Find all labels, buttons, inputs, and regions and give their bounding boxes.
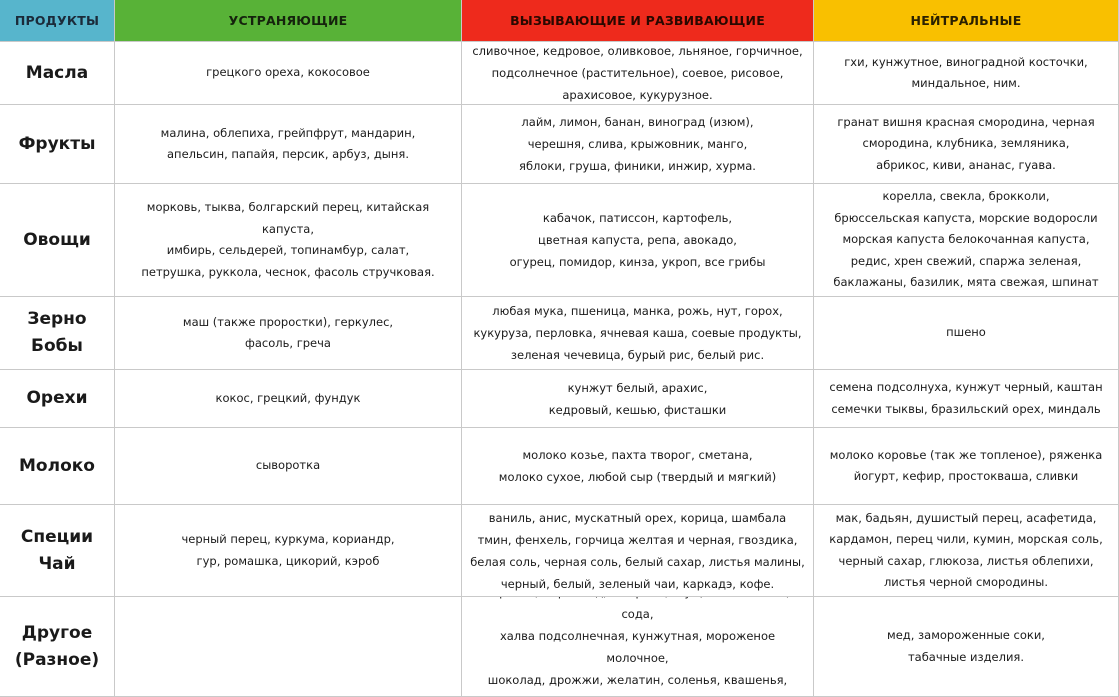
grains-eliminating: маш (также проростки), геркулес, фасоль, греча bbox=[115, 297, 462, 370]
row-label-milk: Молоко bbox=[0, 428, 115, 505]
other-neutral: мед, замороженные соки, табачные изделия. bbox=[814, 597, 1119, 697]
milk-causing: молоко козье, пахта творог, сметана, молоко сухое, любой сыр (твердый и мягкий) bbox=[462, 428, 814, 505]
row-label-spices-tea: Специи Чай bbox=[0, 505, 115, 597]
nuts-causing: кунжут белый, арахис, кедровый, кешью, фисташки bbox=[462, 370, 814, 428]
oils-neutral: гхи, кунжутное, виноградной косточки, миндальное, ним. bbox=[814, 42, 1119, 105]
row-label-other: Другое (Разное) bbox=[0, 597, 115, 697]
spices-eliminating: черный перец, куркума, кориандр, гур, ромашка, цикорий, кэроб bbox=[115, 505, 462, 597]
milk-neutral: молоко коровье (так же топленое), ряженка йогурт, кефир, простокваша, сливки bbox=[814, 428, 1119, 505]
header-eliminating: УСТРАНЯЮЩИЕ bbox=[115, 0, 462, 42]
header-neutral: НЕЙТРАЛЬНЫЕ bbox=[814, 0, 1119, 42]
vegetables-eliminating: морковь, тыква, болгарский перец, китайская капуста, имбирь, сельдерей, топинамбур, салат, петрушка, руккола, чеснок, фасоль стручковая. bbox=[115, 184, 462, 297]
oils-causing: сливочное, кедровое, оливковое, льняное, горчичное, подсолнечное (растительное), соевое, рисовое, арахисовое, кукурузное. bbox=[462, 42, 814, 105]
row-label-oils: Масла bbox=[0, 42, 115, 105]
row-label-nuts: Орехи bbox=[0, 370, 115, 428]
grains-neutral: пшено bbox=[814, 297, 1119, 370]
grains-causing: любая мука, пшеница, манка, рожь, нут, горох, кукуруза, перловка, ячневая каша, соевые продукты, зеленая чечевица, бурый рис, белый рис. bbox=[462, 297, 814, 370]
header-products: ПРОДУКТЫ bbox=[0, 0, 115, 42]
row-label-grains-beans: Зерно Бобы bbox=[0, 297, 115, 370]
row-label-vegetables: Овощи bbox=[0, 184, 115, 297]
spices-causing: ваниль, анис, мускатный орех, корица, шамбала тмин, фенхель, горчица желтая и черная, гвоздика, белая соль, черная соль, белый сахар, листья малины, черный, белый, зеленый чаи, каркадэ, кофе. bbox=[462, 505, 814, 597]
vegetables-neutral: корелла, свекла, брокколи, брюссельская капуста, морские водоросли морская капуста белокочанная капуста, редис, хрен свежий, спаржа зеленая, баклажаны, базилик, мята свежая, шпинат bbox=[814, 184, 1119, 297]
nuts-neutral: семена подсолнуха, кунжут черный, каштан семечки тыквы, бразильский орех, миндаль bbox=[814, 370, 1119, 428]
spices-neutral: мак, бадьян, душистый перец, асафетида, кардамон, перец чили, кумин, морская соль, черный сахар, глюкоза, листья облепихи, листья черной смородины. bbox=[814, 505, 1119, 597]
fruits-neutral: гранат вишня красная смородина, черная смородина, клубника, земляника, абрикос, киви, ананас, гуава. bbox=[814, 105, 1119, 184]
nuts-eliminating: кокос, грецкий, фундук bbox=[115, 370, 462, 428]
row-label-fruits: Фрукты bbox=[0, 105, 115, 184]
other-causing: сода, халва подсолнечная, кунжутная, мороженое молочное, шоколад, дрожжи, желатин, соленья, квашенья, bbox=[462, 597, 814, 697]
milk-eliminating: сыворотка bbox=[115, 428, 462, 505]
header-causing: ВЫЗЫВАЮЩИЕ И РАЗВИВАЮЩИЕ bbox=[462, 0, 814, 42]
fruits-causing: лайм, лимон, банан, виноград (изюм), черешня, слива, крыжовник, манго, яблоки, груша, финики, инжир, хурма. bbox=[462, 105, 814, 184]
other-eliminating bbox=[115, 597, 462, 697]
vegetables-causing: кабачок, патиссон, картофель, цветная капуста, репа, авокадо, огурец, помидор, кинза, укроп, все грибы bbox=[462, 184, 814, 297]
fruits-eliminating: малина, облепиха, грейпфрут, мандарин, апельсин, папайя, персик, арбуз, дыня. bbox=[115, 105, 462, 184]
oils-eliminating: грецкого ореха, кокосовое bbox=[115, 42, 462, 105]
